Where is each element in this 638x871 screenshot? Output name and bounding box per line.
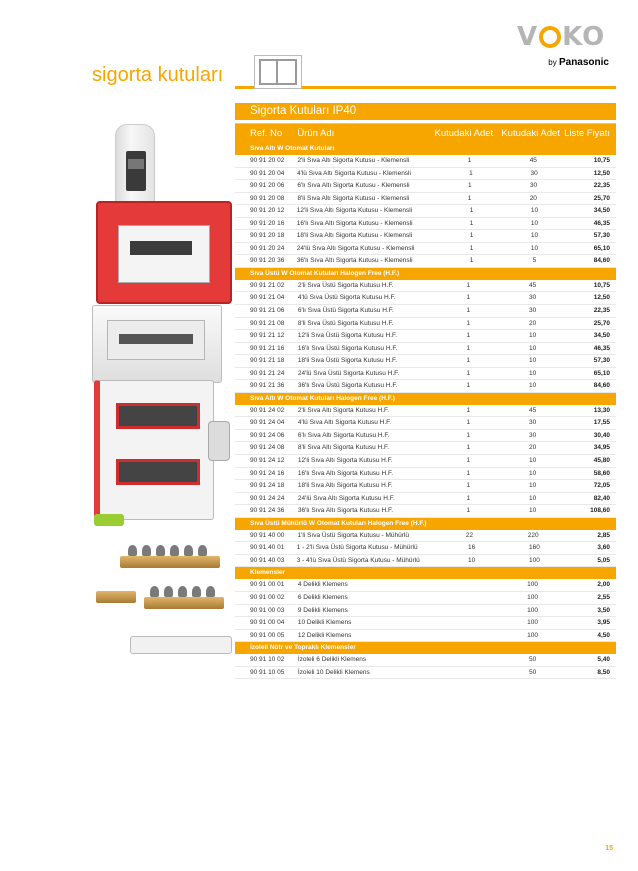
cell-box-qty: 1: [466, 419, 471, 427]
cell-ref: 90 91 20 36: [250, 257, 285, 265]
cell-name: 8'li Sıva Altı Sigorta Kutusu H.F.: [297, 444, 390, 452]
cell-carton-qty: 45: [528, 406, 537, 414]
cell-price: 82,40: [593, 494, 610, 502]
cell-ref: 90 91 21 16: [250, 344, 285, 352]
table-row: [235, 605, 616, 618]
table-row: [235, 193, 616, 206]
cell-box-qty: [408, 579, 499, 591]
table-row: [235, 368, 616, 381]
cell-name: 2'li Sıva Altı Sigorta Kutusu - Klemensli: [297, 157, 410, 164]
cell-carton-qty: 100: [527, 581, 539, 589]
cell-ref: 90 91 00 02: [250, 593, 285, 601]
cell-box-qty: 1: [466, 482, 471, 490]
cell-name: 4'lü Sıva Üstü Sigorta Kutusu H.F.: [297, 294, 396, 302]
page-number: 15: [605, 845, 613, 852]
cell-box-qty: 1: [466, 307, 471, 315]
cell-box-qty: [408, 630, 499, 642]
table-row: [235, 168, 616, 181]
table-row: [235, 505, 616, 518]
page-title: sigorta kutuları: [92, 64, 224, 86]
cell-name: 12'li Sıva Altı Sigorta Kutusu - Klemensli: [296, 207, 413, 215]
cell-ref: 90 91 00 03: [250, 606, 285, 614]
table-row: [235, 455, 616, 468]
cell-box-qty: 1: [466, 382, 471, 390]
cell-name: 2'li Sıva Üstü Sigorta Kutusu H.F.: [297, 281, 394, 289]
logo-letter-v: V: [517, 22, 539, 52]
cell-name: 4'lü Sıva Altı Sigorta Kutusu - Klemensli: [296, 169, 411, 177]
product-image-level-tool: [94, 514, 124, 526]
cell-name: 24'lü Sıva Altı Sigorta Kutusu - Klemensli: [296, 244, 415, 252]
table-row: [235, 555, 616, 568]
cell-ref: 90 91 20 06: [250, 182, 285, 190]
cell-price: 108,60: [590, 507, 610, 515]
cell-name: 36'lı Sıva Altı Sigorta Kutusu - Klemensli: [296, 257, 413, 265]
cell-box-qty: 10: [467, 556, 476, 564]
header-ref: Ref. No: [250, 128, 283, 139]
cell-name: 16'lı Sıva Altı Sigorta Kutusu - Klemensli: [296, 219, 413, 227]
cell-box-qty: 1: [466, 431, 471, 439]
cell-carton-qty: 100: [527, 606, 539, 614]
cell-box-qty: 1: [469, 207, 474, 215]
cell-price: 22,35: [593, 307, 610, 315]
cell-carton-qty: 10: [528, 482, 537, 490]
cell-ref: 90 91 20 12: [250, 207, 285, 215]
cell-ref: 90 91 24 04: [250, 419, 285, 427]
cell-carton-qty: 100: [527, 631, 539, 639]
cell-ref: 90 91 24 16: [250, 469, 285, 477]
cell-ref: 90 91 21 24: [250, 369, 285, 377]
cell-name: 10 Delikli Klemens: [297, 619, 352, 627]
section-header: Sıva Üstü Mühürlü W Otomat Kutuları Halogen Free (H.F.): [235, 518, 616, 530]
cell-price: 5,40: [597, 656, 610, 664]
cell-box-qty: 1: [466, 357, 471, 365]
cell-name: 36'lı Sıva Üstü Sigorta Kutusu H.F.: [297, 382, 398, 390]
cell-price: 65,10: [593, 369, 610, 377]
cell-price: 12,50: [593, 169, 610, 177]
table-row: [235, 292, 616, 305]
header-box-qty: Kutudaki Adet: [434, 128, 494, 139]
cell-name: 4 Delikli Klemens: [297, 581, 348, 589]
cell-name: 6'lı Sıva Altı Sigorta Kutusu - Klemensli: [297, 182, 410, 190]
product-image-terminal-screws-1: [128, 545, 207, 556]
cell-carton-qty: 30: [528, 307, 537, 315]
cell-box-qty: 1: [466, 319, 471, 327]
cell-box-qty: 1: [466, 469, 471, 477]
cell-carton-qty: 10: [530, 207, 539, 215]
cell-name: 12'li Sıva Üstü Sigorta Kutusu H.F.: [297, 332, 398, 340]
cell-carton-qty: 10: [528, 469, 537, 477]
cell-box-qty: 1: [469, 232, 474, 240]
cell-carton-qty: 5: [532, 257, 537, 265]
cell-carton-qty: 160: [529, 544, 540, 552]
cell-price: 46,35: [593, 344, 610, 352]
table-row: [235, 255, 616, 268]
cell-carton-qty: 45: [529, 157, 537, 164]
cell-price: 34,50: [593, 332, 610, 340]
cell-name: 16'lı Sıva Altı Sigorta Kutusu H.F.: [297, 469, 394, 477]
table-row: [235, 405, 616, 418]
cell-price: 10,75: [593, 157, 610, 164]
cell-price: 30,40: [593, 431, 610, 439]
cell-carton-qty: 30: [530, 169, 538, 177]
cell-ref: 90 91 21 06: [250, 307, 285, 315]
cell-name: 12'li Sıva Altı Sigorta Kutusu H.F.: [297, 457, 393, 465]
cell-name: 6 Delikli Klemens: [297, 593, 348, 601]
cell-carton-qty: 30: [529, 182, 538, 190]
cell-ref: 90 91 21 36: [250, 382, 285, 390]
cell-box-qty: 1: [469, 244, 474, 252]
cell-price: 84,60: [593, 382, 610, 390]
table-row: [235, 617, 616, 630]
cell-carton-qty: 10: [530, 219, 539, 227]
cell-box-qty: 1: [466, 369, 471, 377]
table-row: [235, 318, 616, 331]
product-image-flush-box-double: [94, 380, 214, 520]
cell-price: 46,35: [593, 219, 610, 227]
cell-ref: 90 91 21 08: [250, 319, 285, 327]
cell-name: 4'lü Sıva Altı Sigorta Kutusu H.F.: [297, 419, 392, 427]
cell-ref: 90 91 40 03: [250, 556, 285, 564]
cell-name: 18'li Sıva Altı Sigorta Kutusu - Klemensli: [296, 232, 413, 240]
product-image-terminal-screws-2: [150, 586, 215, 597]
cell-price: 3,60: [597, 544, 610, 552]
cell-carton-qty: 45: [528, 281, 537, 289]
cell-name: 18'li Sıva Altı Sigorta Kutusu H.F.: [297, 482, 393, 490]
cell-ref: 90 91 40 01: [250, 544, 285, 552]
product-image-terminal-bar-2: [96, 591, 136, 603]
table-row: [235, 355, 616, 368]
header-name: Ürün Adı: [297, 128, 335, 139]
cell-carton-qty: 100: [529, 556, 540, 564]
cell-box-qty: [408, 592, 499, 604]
cell-box-qty: 1: [469, 257, 474, 265]
cell-ref: 90 91 00 05: [250, 631, 285, 639]
cell-name: 3 - 4'lü Sıva Üstü Sigorta Kutusu - Mühürlü: [296, 556, 420, 564]
cell-carton-qty: 30: [528, 294, 537, 302]
cell-price: 3,50: [597, 606, 610, 614]
cell-ref: 90 91 24 12: [250, 457, 285, 465]
logo-by: by: [548, 58, 557, 67]
cell-carton-qty: 100: [527, 619, 539, 627]
logo-circle-icon: [539, 26, 561, 48]
cell-box-qty: 22: [465, 531, 473, 539]
cell-price: 5,05: [597, 556, 610, 564]
cell-ref: 90 91 20 24: [250, 244, 285, 252]
cell-box-qty: 1: [467, 157, 472, 164]
cell-carton-qty: 20: [529, 194, 537, 202]
cell-ref: 90 91 20 18: [250, 232, 285, 240]
cell-price: 34,50: [593, 207, 610, 215]
cell-ref: 90 91 24 24: [250, 494, 285, 502]
fuse-box-thumbnail-icon: [254, 55, 302, 89]
section-header: Klemensler: [235, 567, 616, 579]
cell-ref: 90 91 20 02: [250, 157, 285, 164]
cell-box-qty: 1: [466, 494, 471, 502]
table-row: [235, 530, 616, 543]
cell-ref: 90 91 20 16: [250, 219, 285, 227]
cell-ref: 90 91 00 01: [250, 581, 285, 589]
cell-box-qty: 1: [466, 332, 471, 340]
table-row: [235, 243, 616, 256]
cell-carton-qty: 10: [530, 232, 539, 240]
cell-carton-qty: 50: [528, 668, 537, 676]
cell-carton-qty: 100: [527, 593, 539, 601]
cell-box-qty: 1: [467, 182, 472, 190]
cell-name: 24'lü Sıva Altı Sigorta Kutusu H.F.: [297, 494, 395, 502]
cell-box-qty: 1: [466, 281, 471, 289]
cell-price: 13,30: [593, 406, 610, 414]
product-image-terminal-bar-1: [120, 556, 220, 568]
cell-ref: 90 91 20 04: [250, 169, 285, 177]
cell-ref: 90 91 20 08: [250, 194, 285, 202]
table-row: [235, 330, 616, 343]
table-row: [235, 493, 616, 506]
cell-name: 6'lı Sıva Üstü Sigorta Kutusu H.F.: [297, 307, 394, 315]
cell-carton-qty: 10: [528, 457, 537, 465]
logo-byline: [517, 57, 613, 68]
table-row: [235, 630, 616, 643]
cell-name: 16'lı Sıva Üstü Sigorta Kutusu H.F.: [297, 344, 398, 352]
table-row: [235, 468, 616, 481]
cell-price: 2,85: [597, 531, 611, 539]
cell-price: 84,60: [593, 257, 610, 265]
cell-ref: 90 91 10 02: [250, 656, 285, 664]
logo-wordmark: [517, 24, 613, 50]
cell-ref: 90 91 21 02: [250, 281, 285, 289]
cell-ref: 90 91 21 04: [250, 294, 285, 302]
product-image-isolated-terminal: [130, 636, 232, 654]
cell-name: 6'lı Sıva Altı Sigorta Kutusu H.F.: [297, 431, 390, 439]
table-row: [235, 592, 616, 605]
cell-price: 58,60: [593, 469, 610, 477]
table-row: [235, 579, 616, 592]
cell-carton-qty: 30: [528, 419, 537, 427]
table-row: [235, 230, 616, 243]
cell-carton-qty: 20: [528, 319, 537, 327]
cell-box-qty: 1: [466, 294, 471, 302]
cell-price: 10,75: [593, 281, 610, 289]
cell-name: 8'li Sıva Üstü Sigorta Kutusu H.F.: [297, 319, 394, 327]
cell-box-qty: [408, 654, 499, 666]
cell-price: 3,95: [597, 619, 610, 627]
cell-box-qty: 1: [469, 169, 473, 177]
cell-carton-qty: 10: [528, 357, 537, 365]
cell-price: 4,50: [597, 631, 610, 639]
section-header: İzoleli Nötr ve Topraklı Klemensler: [235, 642, 616, 654]
cell-name: 8'li Sıva Altı Sigorta Kutusu - Klemensli: [297, 194, 410, 202]
table-row: [235, 180, 616, 193]
cell-carton-qty: 10: [528, 507, 537, 515]
table-header: [235, 123, 616, 143]
cell-box-qty: 1: [466, 344, 471, 352]
table-row: [235, 380, 616, 393]
section-header: Sıva Altı W Otomat Kutuları Halogen Free (H.F.): [235, 393, 616, 405]
section-header: Sıva Altı W Otomat Kutuları: [235, 143, 616, 155]
product-image-surface-box-white: [92, 305, 222, 383]
cell-price: 65,10: [593, 244, 610, 252]
cell-name: 12 Delikli Klemens: [297, 631, 352, 639]
cell-carton-qty: 20: [528, 444, 537, 452]
table-row: [235, 480, 616, 493]
cell-name: 1 - 2'li Sıva Üstü Sigorta Kutusu - Mühürlü: [296, 544, 418, 552]
cell-price: 2,55: [597, 593, 610, 601]
table-row: [235, 542, 616, 555]
header-price: Liste Fiyatı: [564, 128, 610, 139]
product-image-terminal-bar-3: [144, 597, 224, 609]
cell-box-qty: 16: [467, 544, 476, 552]
cell-ref: 90 91 24 08: [250, 444, 285, 452]
cell-ref: 90 91 40 00: [250, 531, 285, 539]
cell-box-qty: 1: [466, 507, 471, 515]
viko-logo: [517, 24, 613, 70]
cell-price: 25,70: [593, 319, 610, 327]
cell-ref: 90 91 24 36: [250, 507, 285, 515]
cell-price: 57,30: [593, 357, 610, 365]
cell-ref: 90 91 24 06: [250, 431, 285, 439]
logo-letters: KO: [562, 22, 606, 52]
cell-carton-qty: 10: [528, 344, 537, 352]
cell-price: 57,30: [593, 232, 610, 240]
cell-ref: 90 91 24 18: [250, 482, 285, 490]
cell-price: 8,50: [597, 668, 610, 676]
cell-price: 12,50: [593, 294, 610, 302]
product-image-flush-box-red: [96, 201, 232, 304]
cell-name: 18'li Sıva Üstü Sigorta Kutusu H.F.: [297, 357, 398, 365]
price-table: [235, 103, 616, 679]
cell-carton-qty: 30: [528, 431, 537, 439]
cell-carton-qty: 10: [528, 494, 537, 502]
cell-box-qty: 1: [467, 194, 472, 202]
cell-box-qty: 1: [469, 219, 474, 227]
table-row: [235, 218, 616, 231]
cell-price: 72,05: [593, 482, 610, 490]
table-body: [235, 143, 616, 679]
cell-carton-qty: 10: [530, 244, 539, 252]
cell-name: İzoleli 6 Delikli Klemens: [297, 656, 367, 664]
cell-carton-qty: 10: [528, 382, 537, 390]
cell-carton-qty: 50: [528, 656, 537, 664]
cell-price: 17,55: [593, 419, 610, 427]
cell-carton-qty: 10: [528, 369, 537, 377]
header-carton-qty: Kutudaki Adet: [501, 128, 560, 139]
cell-ref: 90 91 21 12: [250, 332, 285, 340]
cell-ref: 90 91 24 02: [250, 406, 285, 414]
table-row: [235, 205, 616, 218]
cell-box-qty: 1: [466, 406, 471, 414]
cell-box-qty: 1: [466, 457, 471, 465]
cell-box-qty: [408, 667, 499, 679]
table-row: [235, 280, 616, 293]
table-title: Sigorta Kutuları IP40: [235, 103, 616, 120]
cell-price: 22,35: [593, 182, 611, 190]
logo-panasonic: Panasonic: [558, 57, 609, 68]
cell-box-qty: 1: [466, 444, 471, 452]
cell-price: 45,80: [593, 457, 610, 465]
cell-name: 24'lü Sıva Üstü Sigorta Kutusu H.F.: [297, 369, 400, 377]
cell-carton-qty: 10: [528, 332, 537, 340]
table-row: [235, 654, 616, 667]
table-row: [235, 417, 616, 430]
table-row: [235, 305, 616, 318]
cell-name: 2'li Sıva Altı Sigorta Kutusu H.F.: [297, 406, 390, 414]
cell-name: 1'li Sıva Üstü Sigorta Kutusu - Mühürlü: [297, 531, 409, 539]
cell-price: 34,95: [593, 444, 610, 452]
table-row: [235, 430, 616, 443]
cell-name: 9 Delikli Klemens: [297, 606, 348, 614]
cell-carton-qty: 220: [527, 531, 539, 539]
table-row: [235, 442, 616, 455]
cell-name: İzoleli 10 Delikli Klemens: [297, 668, 370, 676]
section-header: Sıva Üstü W Otomat Kutuları Halogen Free (H.F.): [235, 268, 616, 280]
table-row: [235, 343, 616, 356]
cell-ref: 90 91 21 18: [250, 357, 285, 365]
cell-ref: 90 91 00 04: [250, 619, 285, 627]
cell-price: 25,70: [593, 194, 610, 202]
cell-box-qty: [408, 605, 499, 617]
cell-name: 36'lı Sıva Altı Sigorta Kutusu H.F.: [297, 507, 394, 515]
cell-ref: 90 91 10 05: [250, 668, 285, 676]
cell-box-qty: [408, 617, 499, 629]
table-row: [235, 667, 616, 680]
table-row: [235, 155, 616, 168]
cell-price: 2,00: [597, 581, 610, 589]
